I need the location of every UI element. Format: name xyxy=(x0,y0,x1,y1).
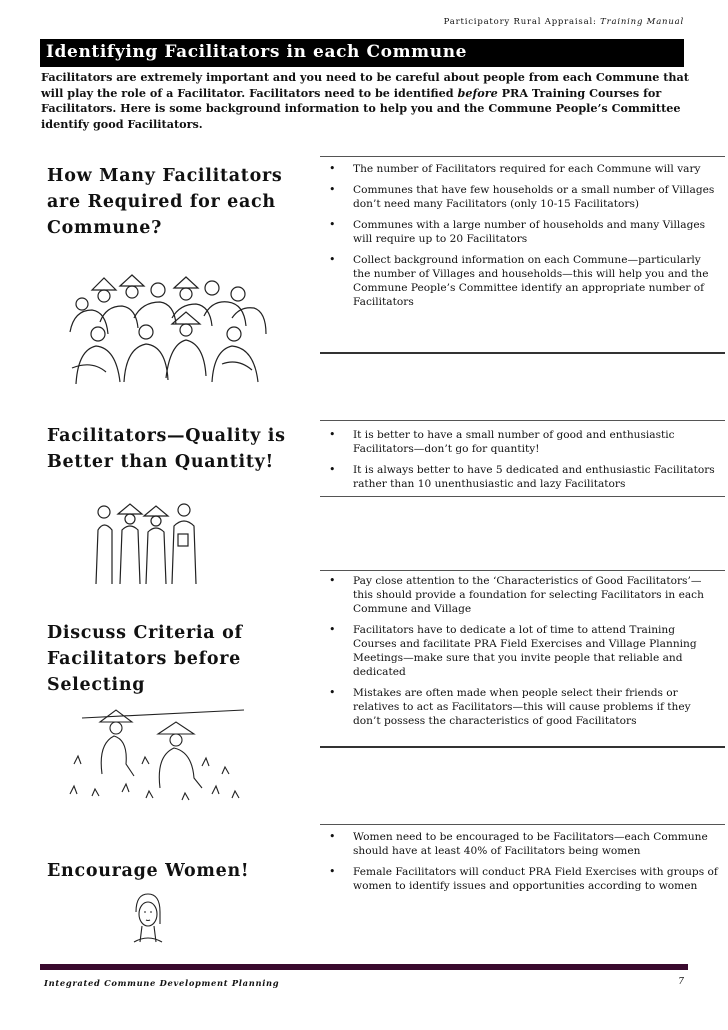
list-item xyxy=(320,830,720,858)
list-item xyxy=(320,463,720,491)
footer-title: Integrated Commune Development Planning xyxy=(44,978,280,988)
list-item xyxy=(320,218,720,246)
bullet-text: Communes that have few households or a small number of Villages don’t need many Facilitators (only 10-15 Facilitators) xyxy=(353,184,715,210)
bullet-icon: • xyxy=(329,574,336,587)
bullet-text: The number of Facilitators required for each Commune will vary xyxy=(353,163,701,175)
list-item xyxy=(320,162,720,176)
bullet-icon: • xyxy=(329,830,336,843)
list-item xyxy=(320,253,720,309)
page-title-bar xyxy=(40,39,684,67)
running-header-subtitle: Training Manual xyxy=(600,17,684,27)
bullet-list xyxy=(320,162,720,316)
bullet-icon: • xyxy=(329,623,336,636)
section-divider xyxy=(320,420,725,421)
bullet-list xyxy=(320,428,720,498)
section-heading: Discuss Criteria of Facilitators before Selecting xyxy=(47,623,243,695)
section-divider xyxy=(320,156,725,157)
bullet-text: It is better to have a small number of good and enthusiastic Facilitators—don’t go for quantity! xyxy=(353,429,675,455)
list-item xyxy=(320,428,720,456)
intro-text-2: PRA Training Courses for Facilitators. Here is some background information to help you and the Commune People’s Committee identify good Facilitators. xyxy=(41,85,681,131)
bullet-icon: • xyxy=(329,463,336,476)
list-item xyxy=(320,623,720,679)
bullet-text: Mistakes are often made when people select their friends or relatives to act as Facilitators—this will cause problems if they don’t possess the characteristics of good Facilitators xyxy=(353,687,691,727)
bullet-list xyxy=(320,574,720,735)
bullet-icon: • xyxy=(329,253,336,266)
section-divider xyxy=(320,746,725,748)
list-item xyxy=(320,865,720,893)
bullet-text: Pay close attention to the ‘Characteristics of Good Facilitators’—this should provide a foundation for selecting Facilitators in each Commune and Village xyxy=(353,575,704,615)
section-heading: Encourage Women! xyxy=(47,861,250,881)
bullet-icon: • xyxy=(329,686,336,699)
bullet-icon: • xyxy=(329,428,336,441)
intro-text-1: Facilitators are extremely important and you need to be careful about people from each Commune that will play the role of a Facilitator. Facilitators need to be identified xyxy=(41,70,689,100)
section-divider xyxy=(320,570,725,571)
list-item xyxy=(320,574,720,616)
list-item xyxy=(320,686,720,728)
bullet-icon: • xyxy=(329,183,336,196)
running-header xyxy=(444,17,684,27)
bullet-text: It is always better to have 5 dedicated and enthusiastic Facilitators rather than 10 unenthusiastic and lazy Facilitators xyxy=(353,464,715,490)
section-divider xyxy=(320,496,725,497)
intro-paragraph xyxy=(41,70,691,132)
field-workers-drawing xyxy=(62,704,244,804)
section-quality xyxy=(40,420,715,500)
bullet-text: Facilitators have to dedicate a lot of time to attend Training Courses and facilitate PRA Field Exercises and Village Planning Meetings—make sure that you invite people that reliable and dedicated xyxy=(353,624,697,678)
bullet-icon: • xyxy=(329,865,336,878)
section-divider xyxy=(320,824,725,825)
section-heading: Facilitators—Quality is Better than Quantity! xyxy=(47,426,286,472)
bullet-icon: • xyxy=(329,218,336,231)
bullet-text: Collect background information on each Commune—particularly the number of Villages and households—this will help you and the Commune People’s Committee identify an appropriate number of Facilitators xyxy=(353,254,709,308)
section-heading: How Many Facilitators are Required for each Commune? xyxy=(47,166,283,238)
list-item xyxy=(320,183,720,211)
bullet-text: Female Facilitators will conduct PRA Field Exercises with groups of women to identify issues and opportunities according to women xyxy=(353,866,718,892)
intro-emphasis: before xyxy=(457,85,498,100)
running-header-title: Participatory Rural Appraisal: xyxy=(443,17,597,27)
page-number: 7 xyxy=(678,977,684,987)
footer-bar xyxy=(40,964,688,970)
bullet-text: Women need to be encouraged to be Facilitators—each Commune should have at least 40% of Facilitators being women xyxy=(353,831,708,857)
page-title: Identifying Facilitators in each Commune xyxy=(46,42,468,62)
bullet-text: Communes with a large number of households and many Villages will require up to 20 Facilitators xyxy=(353,219,706,245)
woman-portrait-drawing xyxy=(130,890,166,944)
group-meeting-drawing xyxy=(62,272,272,387)
bullet-icon: • xyxy=(329,162,336,175)
bullet-list xyxy=(320,830,720,900)
section-divider xyxy=(320,352,725,354)
